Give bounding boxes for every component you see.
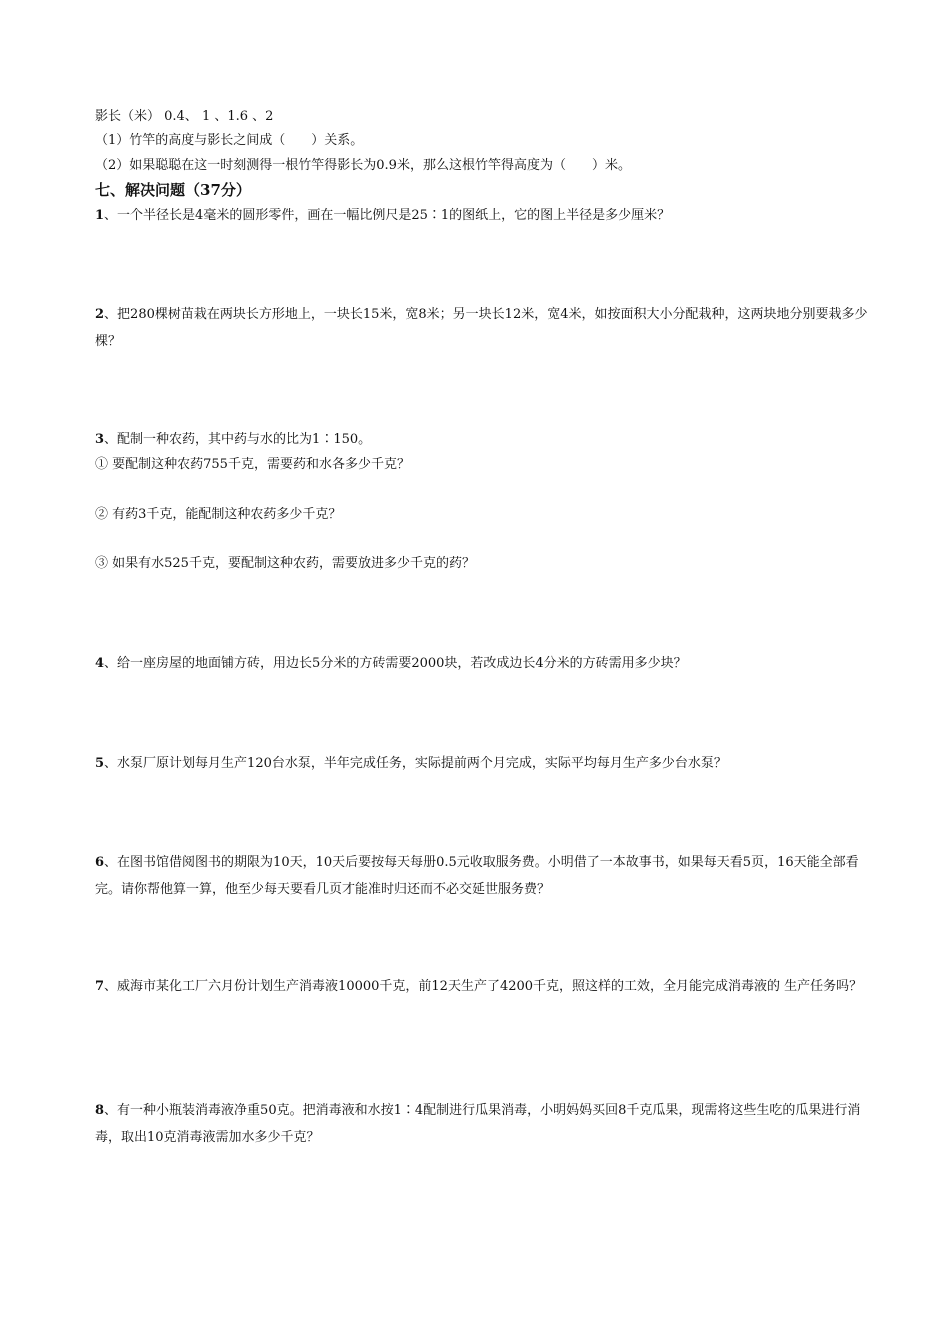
shadow-length-row: 影长（米） 0.4、 1 、1.6 、2 bbox=[95, 109, 274, 124]
problem-6 bbox=[95, 849, 870, 903]
problem-number: 8 bbox=[95, 1103, 105, 1118]
problem-number: 2 bbox=[95, 307, 105, 322]
problem-7 bbox=[95, 973, 870, 1000]
question-2-text: （2）如果聪聪在这一时刻测得一根竹竿得影长为0.9米，那么这根竹竿得高度为（ ）米。 bbox=[95, 158, 631, 173]
problem-8 bbox=[95, 1097, 870, 1151]
problem-text: 、把280棵树苗栽在两块长方形地上，一块长15米，宽8米；另一块长12米，宽4米，如按面积大小分配栽种，这两块地分别要栽多少棵？ bbox=[95, 307, 868, 349]
problem-text: 、配制一种农药，其中药与水的比为1∶150。 bbox=[104, 432, 372, 447]
problem-number: 4 bbox=[95, 656, 105, 671]
problem-number: 1 bbox=[95, 208, 105, 223]
question-1-text: （1）竹竿的高度与影长之间成（ ）关系。 bbox=[95, 133, 364, 148]
problem-text: 、水泵厂原计划每月生产120台水泵，半年完成任务，实际提前两个月完成，实际平均每月生产多少台水泵？ bbox=[104, 756, 727, 771]
problem-number: 3 bbox=[95, 432, 105, 447]
problem-1 bbox=[95, 206, 670, 226]
problem-4 bbox=[95, 654, 687, 674]
problem-3 bbox=[95, 430, 371, 450]
problem-3-sub-3: ③ 如果有水525千克，要配制这种农药，需要放进多少千克的药？ bbox=[95, 556, 475, 571]
problem-number: 5 bbox=[95, 756, 105, 771]
problem-text: 、给一座房屋的地面铺方砖，用边长5分米的方砖需要2000块，若改成边长4分米的方砖需用多少块？ bbox=[104, 656, 687, 671]
problem-number: 6 bbox=[95, 855, 105, 870]
problem-number: 7 bbox=[95, 979, 105, 994]
problem-text: 、有一种小瓶装消毒液净重50克。把消毒液和水按1∶4配制进行瓜果消毒，小明妈妈买回8千克瓜果，现需将这些生吃的瓜果进行消毒，取出10克消毒液需加水多少千克？ bbox=[95, 1103, 861, 1145]
problem-text: 、一个半径长是4毫米的圆形零件，画在一幅比例尺是25∶1的图纸上，它的图上半径是多少厘米？ bbox=[104, 208, 671, 223]
problem-2 bbox=[95, 301, 870, 355]
section-title: 七、解决问题（37分） bbox=[95, 181, 251, 199]
problem-text: 、在图书馆借阅图书的期限为10天，10天后要按每天每册0.5元收取服务费。小明借了一本故事书，如果每天看5页，16天能全部看完。请你帮他算一算，他至少每天要看几页才能准时归还而不必交延世服务费？ bbox=[95, 855, 859, 897]
problem-text: 、威海市某化工厂六月份计划生产消毒液10000千克，前12天生产了4200千克，照这样的工效，全月能完成消毒液的 生产任务吗？ bbox=[104, 979, 863, 994]
problem-3-sub-1: ① 要配制这种农药755千克，需要药和水各多少千克？ bbox=[95, 457, 410, 472]
problem-3-sub-2: ② 有药3千克，能配制这种农药多少千克？ bbox=[95, 507, 342, 522]
problem-5 bbox=[95, 754, 727, 774]
